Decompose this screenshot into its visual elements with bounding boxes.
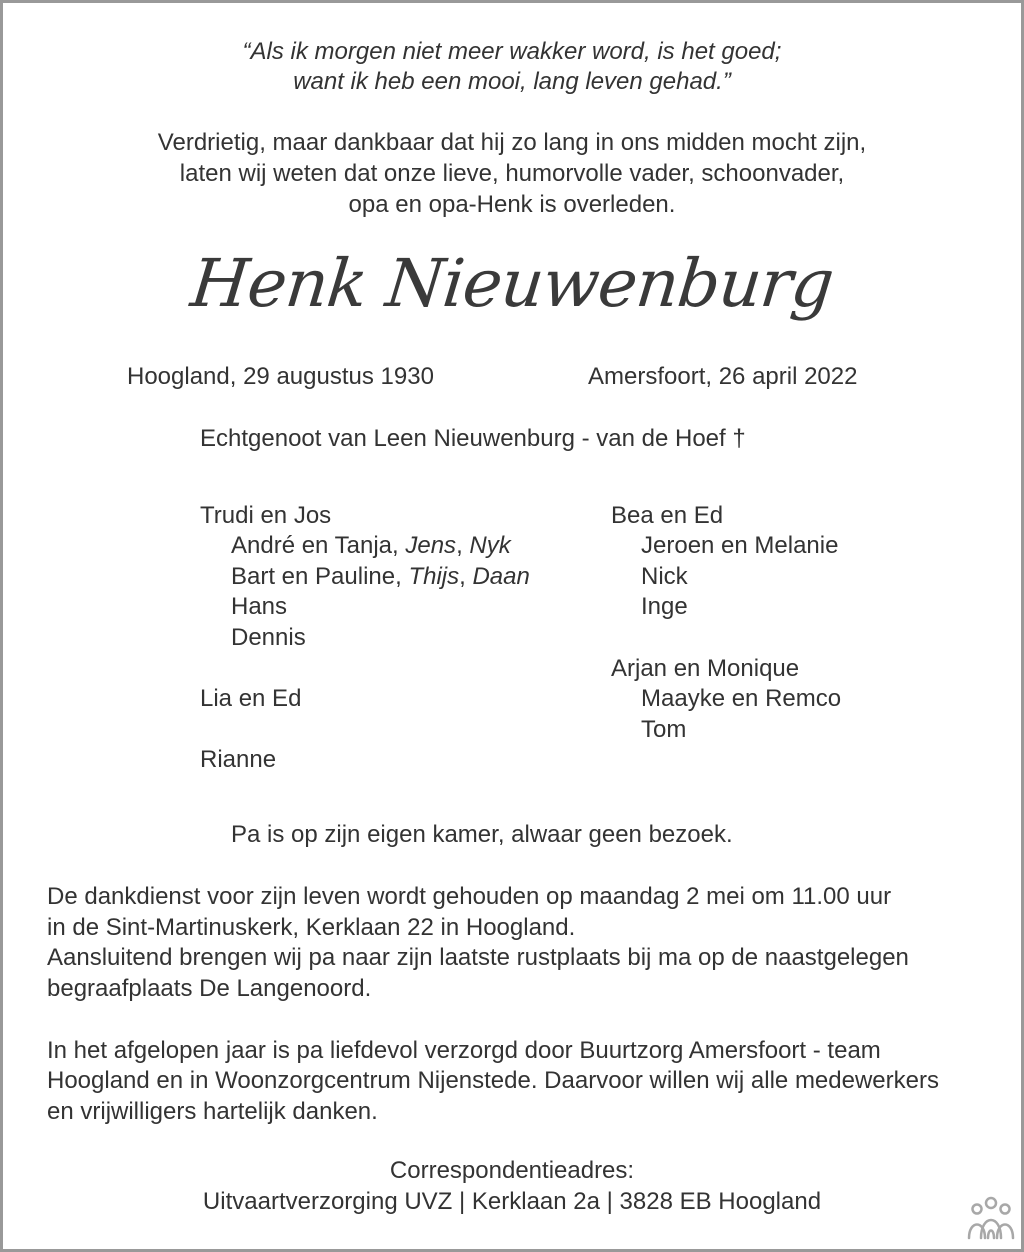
correspondence-address: Uitvaartverzorging UVZ | Kerklaan 2a | 3828 EB Hoogland <box>202 1188 822 1215</box>
intro-line-1: Verdrietig, maar dankbaar dat hij zo lang in ons midden mocht zijn, <box>157 129 867 156</box>
family-member: Inge <box>641 593 688 620</box>
family-member: Rianne <box>200 746 277 773</box>
deceased-name: Henk Nieuwenburg <box>187 245 837 322</box>
thanks-line: en vrijwilligers hartelijk danken. <box>47 1098 378 1125</box>
people-group-icon <box>966 1196 1016 1240</box>
intro-line-2: laten wij weten dat onze lieve, humorvolle vader, schoonvader, <box>179 160 845 187</box>
separator: , <box>456 532 470 559</box>
grandchild: Thijs <box>408 563 460 590</box>
family-member-text: André en Tanja, <box>231 532 406 559</box>
spouse-line: Echtgenoot van Leen Nieuwenburg - van de Hoef † <box>200 425 746 452</box>
family-member: Dennis <box>231 624 306 651</box>
family-member <box>231 531 511 561</box>
family-member: Bea en Ed <box>611 502 724 529</box>
quote-line-2: want ik heb een mooi, lang leven gehad.” <box>293 68 731 95</box>
thanks-line: Hoogland en in Woonzorgcentrum Nijenstede. Daarvoor willen wij alle medewerkers <box>47 1067 939 1094</box>
family-member: Nick <box>641 563 688 590</box>
visit-note: Pa is op zijn eigen kamer, alwaar geen bezoek. <box>231 821 733 848</box>
family-member: Lia en Ed <box>200 685 302 712</box>
family-member-text: Bart en Pauline, <box>231 563 409 590</box>
separator: , <box>459 563 473 590</box>
family-member: Arjan en Monique <box>611 655 800 682</box>
correspondence-label: Correspondentieadres: <box>389 1157 635 1184</box>
intro-line-3: opa en opa-Henk is overleden. <box>348 191 676 218</box>
family-member: Maayke en Remco <box>641 685 842 712</box>
thanks-line: In het afgelopen jaar is pa liefdevol verzorgd door Buurtzorg Amersfoort - team <box>47 1037 881 1064</box>
family-member: Tom <box>641 716 687 743</box>
family-member: Jeroen en Melanie <box>641 532 839 559</box>
birth-info: Hoogland, 29 augustus 1930 <box>127 363 434 390</box>
service-line: begraafplaats De Langenoord. <box>47 975 372 1002</box>
family-member: Trudi en Jos <box>200 502 332 529</box>
grandchild: Daan <box>472 563 530 590</box>
service-line: De dankdienst voor zijn leven wordt gehouden op maandag 2 mei om 11.00 uur <box>47 883 892 910</box>
service-line: Aansluitend brengen wij pa naar zijn laatste rustplaats bij ma op de naastgelegen <box>47 944 909 971</box>
service-line: in de Sint-Martinuskerk, Kerklaan 22 in Hoogland. <box>47 914 576 941</box>
death-info: Amersfoort, 26 april 2022 <box>588 363 858 390</box>
quote-line-1: “Als ik morgen niet meer wakker word, is het goed; <box>242 38 782 65</box>
grandchild: Jens <box>405 532 457 559</box>
family-member: Hans <box>231 593 288 620</box>
grandchild: Nyk <box>469 532 511 559</box>
family-member <box>231 562 530 592</box>
